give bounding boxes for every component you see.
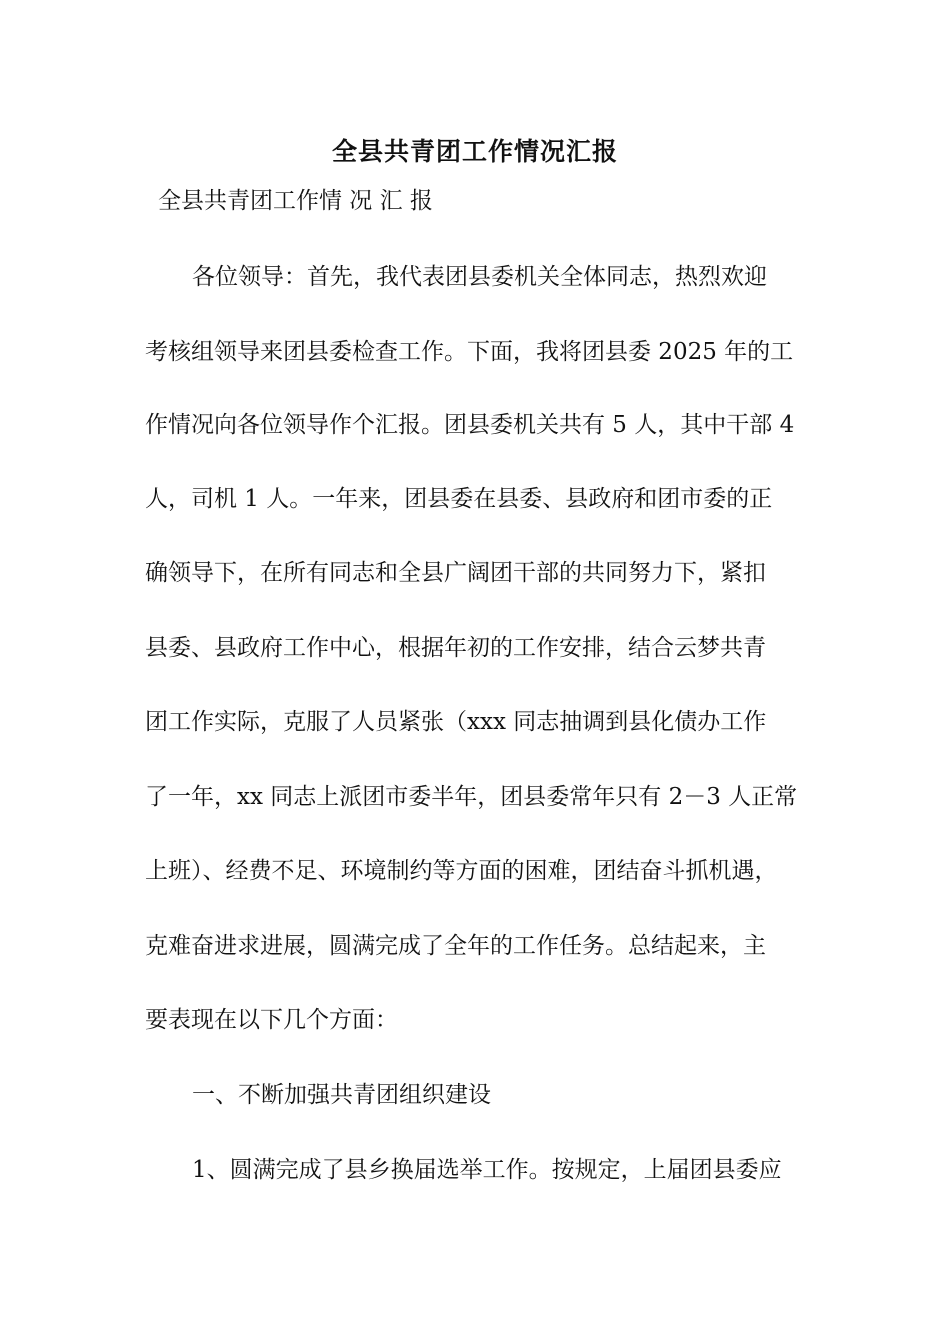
paragraph-line: 各位领导：首先，我代表团县委机关全体同志，热烈欢迎	[192, 264, 767, 290]
document-title: 全县共青团工作情况汇报	[331, 137, 618, 166]
paragraph-line: 上班）、经费不足、环境制约等方面的困难，团结奋斗抓机遇，	[145, 858, 778, 884]
paragraph-line: 克难奋进求进展，圆满完成了全年的工作任务。总结起来，主	[145, 933, 766, 959]
paragraph-line: 要表现在以下几个方面：	[145, 1007, 398, 1033]
paragraph-line: 团工作实际，克服了人员紧张（xxx 同志抽调到县化债办工作	[145, 709, 767, 735]
paragraph-line: 人，司机 1 人。一年来，团县委在县委、县政府和团市委的正	[145, 486, 773, 512]
paragraph-line: 确领导下，在所有同志和全县广阔团干部的共同努力下，紧扣	[145, 560, 766, 586]
section-heading: 一、不断加强共青团组织建设	[192, 1082, 491, 1108]
paragraph-line: 1、圆满完成了县乡换届选举工作。按规定，上届团县委应	[192, 1157, 782, 1183]
paragraph-line: 了一年，xx 同志上派团市委半年，团县委常年只有 2－3 人正常	[145, 784, 798, 810]
paragraph-line: 考核组领导来团县委检查工作。下面，我将团县委 2025 年的工	[145, 339, 794, 365]
document-subtitle: 全县共青团工作情 况 汇 报	[158, 188, 433, 214]
paragraph-line: 作情况向各位领导作个汇报。团县委机关共有 5 人，其中干部 4	[145, 412, 795, 438]
paragraph-line: 县委、县政府工作中心，根据年初的工作安排，结合云梦共青	[145, 635, 766, 661]
